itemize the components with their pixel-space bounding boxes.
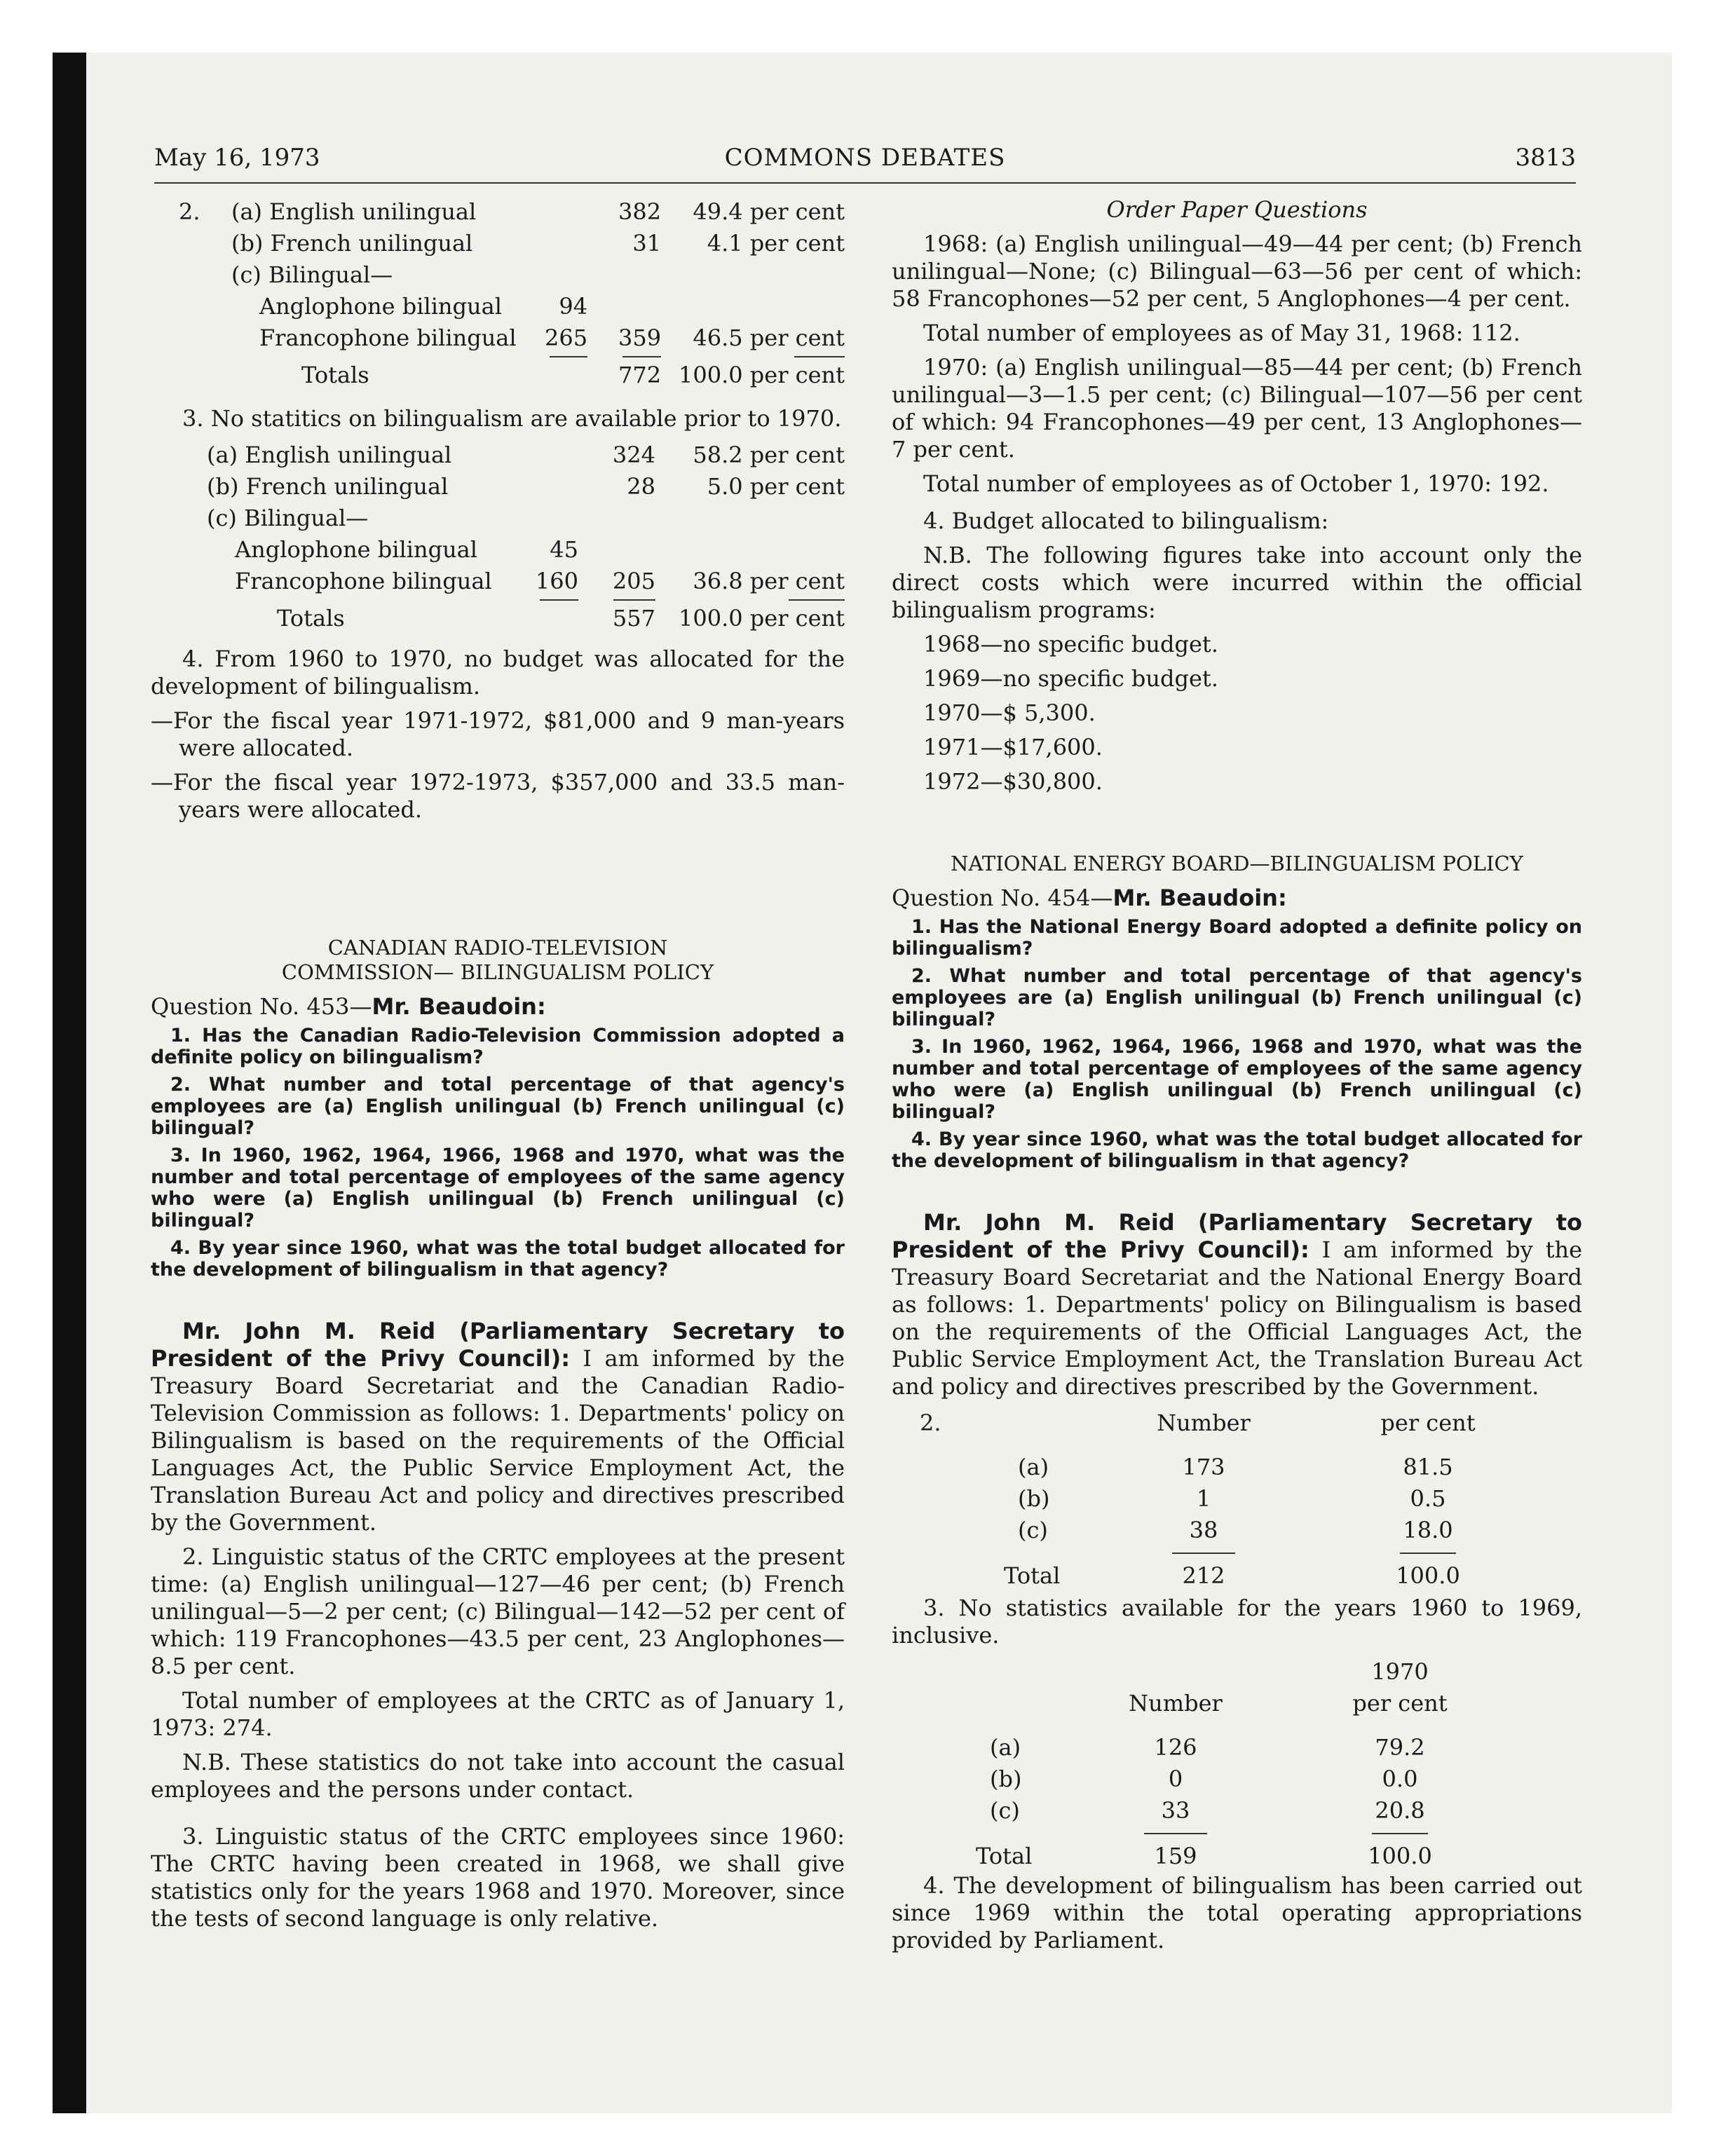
question-text: 4. By year since 1960, what was the total budget allocated for the development of bilingualism in that agency? (151, 1237, 845, 1281)
paragraph: Total number of employees as of May 31, 1968: 112. (923, 320, 1520, 346)
paragraph: 2. Linguistic status of the CRTC employees at the present time: (a) English unilingual—127—46 per cent; (b) French unilingual—5—2 per cent; (c) Bilingual—142—52 per cent of which: 119 Francophones—43.5 per cent, 23 Anglophones—8.5 per cent. (151, 1543, 845, 1679)
table-cell: 772 (618, 362, 662, 388)
table-cell: 0.5 (1410, 1485, 1446, 1512)
question-line (151, 993, 845, 1021)
column-header: per cent (1380, 1410, 1476, 1436)
table-cell: 20.8 (1375, 1797, 1425, 1824)
question-item (151, 1237, 845, 1281)
table-row-label: (c) Bilingual— (207, 505, 369, 531)
table-cell: 5.0 per cent (707, 473, 845, 500)
reply-paragraph (151, 1318, 845, 1536)
table-cell: 31 (632, 230, 662, 257)
question-text: 2. What number and total percentage of that agency's employees are (a) English unilingual (b) French unilingual (c) bilingual? (151, 1074, 845, 1139)
rule (540, 599, 578, 601)
question-item (151, 1025, 845, 1068)
row-label: (a) (990, 1734, 1021, 1761)
table-cell: 173 (1182, 1454, 1225, 1480)
row-label: (c) (990, 1797, 1020, 1824)
stats-table-4 (892, 1656, 1582, 1872)
question-text: 2. What number and total percentage of that agency's employees are (a) English unilingual (b) French unilingual (c) bilingual? (892, 965, 1582, 1030)
table-cell: 359 (618, 325, 662, 351)
speaker-name: Mr. John M. Reid (Parliamentary Secretary to President of the Privy Council): (151, 1318, 845, 1372)
table-row-label: (b) French unilingual (231, 230, 473, 257)
rule (613, 599, 655, 601)
reply-text: I am informed by the Treasury Board Secretariat and the Canadian Radio-Television Commission as follows: 1. Departments' policy on Bilingualism is based on the requirements of the Official Languages Act, the Public Service Employment Act, the Translation Bureau Act and policy and directives prescribed by the Government. (151, 1345, 845, 1536)
rule (789, 599, 845, 601)
table-label: 2. (179, 198, 200, 225)
table-row-label: (a) English unilingual (207, 442, 452, 468)
stats-table-1 (151, 196, 845, 391)
paragraph: —For the fiscal year 1971-1972, $81,000 and 9 man-years were allocated. (151, 707, 845, 761)
table-row-label: (b) French unilingual (207, 473, 449, 500)
question-text: 3. In 1960, 1962, 1964, 1966, 1968 and 1970, what was the number and total percentage of employees of the same agency who were (a) English unilingual (b) French unilingual (c) bilingual? (892, 1036, 1582, 1123)
table-cell: 382 (618, 198, 662, 225)
table-cell: 79.2 (1375, 1734, 1425, 1761)
question-number: Question No. 454— (892, 885, 1113, 911)
reply-paragraph (892, 1209, 1582, 1400)
question-member: Mr. Beaudoin: (372, 993, 546, 1020)
table-cell: 159 (1154, 1843, 1197, 1869)
totals-label: Total (1004, 1562, 1061, 1589)
section-heading: NATIONAL ENERGY BOARD—BILINGUALISM POLICY (951, 852, 1523, 875)
table-row-label: Francophone bilingual (259, 325, 517, 351)
paragraph: 3. No statistics available for the years 1960 to 1969, inclusive. (892, 1595, 1582, 1649)
question-text: 4. By year since 1960, what was the total budget allocated for the development of bilingualism in that agency? (892, 1128, 1582, 1172)
paragraph: 4. From 1960 to 1970, no budget was allocated for the development of bilingualism. (151, 646, 845, 700)
paragraph: 3. No statitics on bilingualism are available prior to 1970. (182, 405, 842, 432)
paragraph: 4. The development of bilingualism has been carried out since 1969 within the total operating appropriations provided by Parliament. (892, 1872, 1582, 1953)
budget-line: 1968—no specific budget. (923, 631, 1218, 657)
budget-line: 1970—$ 5,300. (923, 700, 1096, 726)
table-cell: 212 (1182, 1562, 1225, 1589)
paragraph: 1970: (a) English unilingual—85—44 per cent; (b) French unilingual—3—1.5 per cent; (c) Bilingual—107—56 per cent of which: 94 Francophones—49 per cent, 13 Anglophones—7 per cent. (892, 354, 1582, 463)
table-cell: 4.1 per cent (707, 230, 845, 257)
table-row-label: (c) Bilingual— (231, 261, 393, 288)
left-column (151, 196, 845, 1939)
question-item (892, 916, 1582, 960)
table-cell (529, 471, 578, 503)
section-subtitle: Order Paper Questions (1106, 196, 1368, 223)
budget-line: 1971—$17,600. (923, 734, 1103, 760)
column-header: Number (1129, 1690, 1223, 1717)
table-cell: 46.5 per cent (693, 325, 845, 351)
column-header: per cent (1352, 1690, 1448, 1717)
paragraph: 1968: (a) English unilingual—49—44 per cent; (b) French unilingual—None; (c) Bilingual—63—56 per cent of which: 58 Francophones—52 per cent, 5 Anglophones—4 per cent. (892, 231, 1582, 312)
table-cell: 38 (1189, 1517, 1218, 1543)
totals-label: Totals (277, 605, 345, 632)
stats-table-2 (151, 439, 845, 634)
table-row-label: Anglophone bilingual (235, 536, 477, 563)
budget-line: 1972—$30,800. (923, 768, 1103, 795)
row-label: (c) (1018, 1517, 1048, 1543)
table-cell: 557 (612, 605, 655, 632)
rule (794, 356, 845, 357)
paragraph: N.B. These statistics do not take into account the casual employees and the persons under contact. (151, 1749, 845, 1803)
table-cell: 126 (1154, 1734, 1197, 1761)
table-cell: 265 (545, 325, 588, 351)
table-cell: 324 (612, 442, 655, 468)
table-cell: 81.5 (1403, 1454, 1453, 1480)
rule (622, 356, 661, 357)
table-row-label: Anglophone bilingual (259, 293, 502, 320)
paragraph: —For the fiscal year 1972-1973, $357,000 and 33.5 man-years were allocated. (151, 769, 845, 823)
table-cell: 0 (1168, 1766, 1183, 1792)
table-cell: 49.4 per cent (693, 198, 845, 225)
paragraph: 3. Linguistic status of the CRTC employees since 1960: The CRTC having been created in 1968, we shall give statistics only for the years 1968 and 1970. Moreover, since the tests of second language is only relative. (151, 1823, 845, 1932)
stats-table-3 (892, 1407, 1582, 1592)
question-item (892, 965, 1582, 1030)
reply-text: I am informed by the Treasury Board Secretariat and the National Energy Board as follows: 1. Departments' policy on Bilingualism is based on the requirements of the Official Languages Act, the Public Service Employment Act, the Translation Bureau Act and policy and directives prescribed by the Government. (892, 1236, 1583, 1400)
table-row-label: Francophone bilingual (235, 568, 492, 594)
table-cell (539, 228, 587, 259)
totals-label: Totals (301, 362, 369, 388)
rule (1400, 1553, 1456, 1554)
budget-line: 1969—no specific budget. (923, 665, 1218, 692)
paragraph: N.B. The following figures take into account only the direct costs which were incurred within the official bilingualism programs: (892, 542, 1582, 623)
table-cell: 36.8 per cent (693, 568, 845, 594)
table-cell: 100.0 per cent (679, 362, 845, 388)
row-label: (b) (1018, 1485, 1050, 1512)
table-cell: 205 (612, 568, 655, 594)
rule (550, 356, 587, 357)
rule (1172, 1553, 1235, 1554)
table-cell: 94 (559, 293, 588, 320)
page-header (154, 144, 1576, 184)
question-line (892, 885, 1582, 912)
question-item (151, 1145, 845, 1231)
table-cell: 18.0 (1403, 1517, 1453, 1543)
question-text: 3. In 1960, 1962, 1964, 1966, 1968 and 1970, what was the number and total percentage of employees of the same agency who were (a) English unilingual (b) French unilingual (c) bilingual? (151, 1145, 845, 1231)
totals-label: Total (976, 1843, 1033, 1869)
row-label: (b) (990, 1766, 1022, 1792)
column-header: Number (1157, 1410, 1251, 1436)
row-label: (a) (1018, 1454, 1049, 1480)
table-cell: 58.2 per cent (693, 442, 845, 468)
table-cell (529, 439, 578, 471)
speaker-name: Mr. John M. Reid (Parliamentary Secretary to President of the Privy Council): (892, 1209, 1582, 1263)
header-title: COMMONS DEBATES (724, 144, 1006, 172)
paragraph: Total number of employees at the CRTC as of January 1, 1973: 274. (151, 1687, 845, 1741)
paragraph: 4. Budget allocated to bilingualism: (923, 507, 1329, 534)
question-item (892, 1128, 1582, 1172)
table-label: 2. (920, 1410, 941, 1436)
table-row-label: (a) English unilingual (231, 198, 477, 225)
question-text: 1. Has the Canadian Radio-Television Commission adopted a definite policy on bilingualism? (151, 1025, 845, 1068)
right-column (892, 196, 1582, 1961)
header-page-number: 3813 (1515, 144, 1576, 172)
scan-edge (53, 53, 86, 2113)
rule (1144, 1833, 1207, 1834)
paragraph: Total number of employees as of October 1, 1970: 192. (923, 470, 1549, 497)
table-cell: 0.0 (1382, 1766, 1418, 1792)
question-number: Question No. 453— (151, 993, 372, 1020)
section-heading: CANADIAN RADIO-TELEVISION COMMISSION— BILINGUALISM POLICY (281, 936, 714, 984)
table-cell: 28 (627, 473, 655, 500)
table-cell: 45 (550, 536, 578, 563)
table-cell (539, 196, 587, 228)
table-cell: 160 (535, 568, 578, 594)
rule (1372, 1833, 1428, 1834)
question-item (151, 1074, 845, 1139)
table-cell: 100.0 (1396, 1562, 1460, 1589)
question-text: 1. Has the National Energy Board adopted a definite policy on bilingualism? (892, 916, 1582, 960)
table-cell: 33 (1161, 1797, 1190, 1824)
table-cell: 100.0 (1368, 1843, 1432, 1869)
table-cell: 100.0 per cent (679, 605, 845, 632)
question-item (892, 1036, 1582, 1123)
table-cell: 1 (1196, 1485, 1211, 1512)
header-date: May 16, 1973 (154, 144, 320, 172)
year-header: 1970 (1371, 1658, 1429, 1685)
question-member: Mr. Beaudoin: (1113, 885, 1287, 911)
